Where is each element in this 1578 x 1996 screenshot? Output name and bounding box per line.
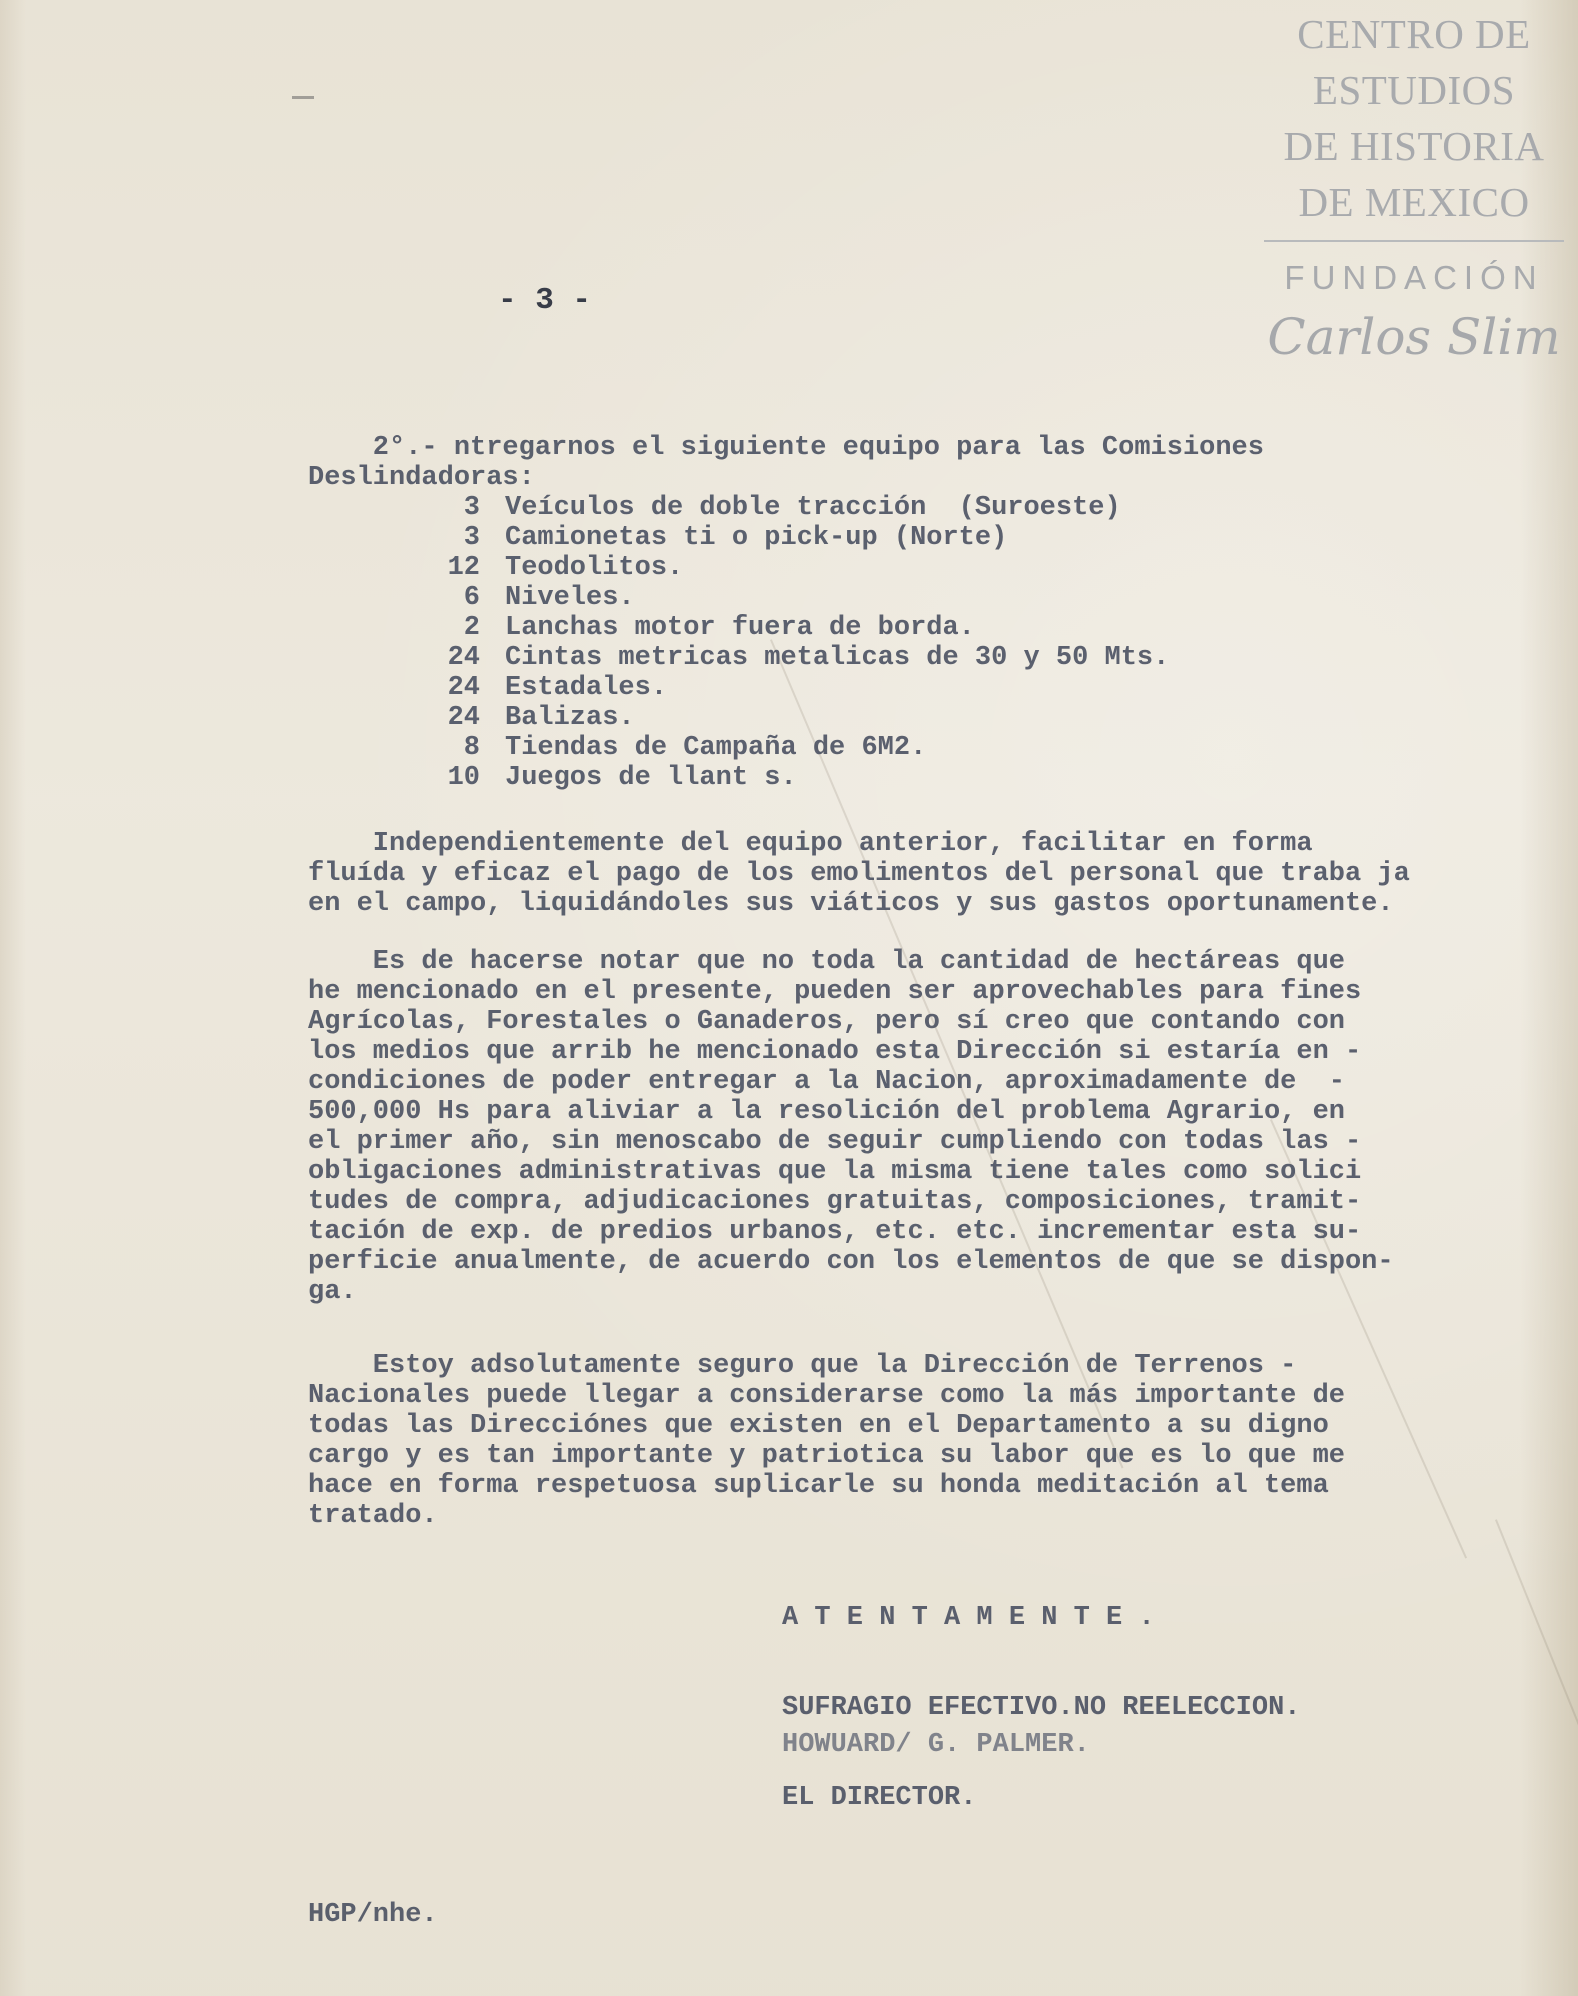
list-item	[395, 763, 1169, 793]
logo-line: CENTRO DE	[1297, 11, 1531, 57]
logo-line: ESTUDIOS	[1312, 67, 1516, 113]
ink-mark	[292, 96, 314, 99]
list-item	[395, 613, 1169, 643]
item-quantity: 12	[447, 553, 480, 583]
item-description: Tiendas de Campaña de 6M2.	[505, 733, 927, 763]
closing-title: EL DIRECTOR.	[782, 1783, 977, 1813]
item-quantity: 2	[463, 613, 480, 643]
item-quantity: 3	[463, 523, 480, 553]
item-description: Cintas metricas metalicas de 30 y 50 Mts.	[505, 643, 1170, 673]
item-quantity: 24	[447, 643, 480, 673]
closing-greeting: A T E N T A M E N T E .	[782, 1603, 1155, 1633]
list-item	[395, 643, 1169, 673]
list-item	[395, 523, 1169, 553]
body-paragraph-closing: Estoy adsolutamente seguro que la Dirección de Terrenos - Nacionales puede llegar a considerarse como la más importante de todas las Direcciónes que existen en el Departamento a su digno cargo y es tan importante y patriotica su labor que es lo que me hace en forma respetuosa suplicarle su honda meditación al tema tratado.	[308, 1351, 1345, 1531]
item-quantity: 3	[463, 493, 480, 523]
archive-watermark-logo	[1264, 6, 1564, 368]
body-paragraph-payments: Independientemente del equipo anterior, facilitar en forma fluída y eficaz el pago de los emolimentos del personal que traba ja en el campo, liquidándoles sus viáticos y sus gastos oportunamente.	[308, 829, 1410, 919]
intro-paragraph: 2°.- ntregarnos el siguiente equipo para las Comisiones Deslindadoras:	[308, 433, 1264, 493]
closing-block	[782, 1543, 1300, 1873]
logo-divider	[1264, 240, 1564, 242]
item-quantity: 24	[447, 703, 480, 733]
item-quantity: 6	[463, 583, 480, 613]
page-number: - 3 -	[498, 283, 592, 318]
item-quantity: 8	[463, 733, 480, 763]
logo-line: DE MEXICO	[1298, 179, 1530, 225]
item-description: Lanchas motor fuera de borda.	[505, 613, 975, 643]
equipment-list	[395, 493, 1169, 793]
list-item	[395, 673, 1169, 703]
list-item	[395, 493, 1169, 523]
paper-crease	[1495, 1519, 1578, 1826]
item-description: Balizas.	[505, 703, 635, 733]
logo-foundation: FUNDACIÓN	[1284, 259, 1544, 296]
list-item	[395, 703, 1169, 733]
item-description: Niveles.	[505, 583, 635, 613]
item-description: Camionetas ti o pick-up (Norte)	[505, 523, 1008, 553]
item-description: Juegos de llant s.	[505, 763, 797, 793]
item-description: Estadales.	[505, 673, 668, 703]
item-quantity: 10	[447, 763, 480, 793]
logo-line: DE HISTORIA	[1283, 123, 1545, 169]
signer-name: HOWUARD/ G. PALMER.	[782, 1730, 1090, 1760]
item-quantity: 24	[447, 673, 480, 703]
item-description: Teodolitos.	[505, 553, 684, 583]
item-description: Veículos de doble tracción (Suroeste)	[505, 493, 1121, 523]
reference-initials: HGP/nhe.	[308, 1900, 438, 1930]
closing-motto: SUFRAGIO EFECTIVO.NO REELECCION.	[782, 1693, 1301, 1723]
list-item	[395, 733, 1169, 763]
list-item	[395, 553, 1169, 583]
body-paragraph-hectares: Es de hacerse notar que no toda la cantidad de hectáreas que he mencionado en el presente, pueden ser aprovechables para fines Agrícolas, Forestales o Ganaderos, pero sí creo que contando con los medios que arrib he mencionado esta Dirección si estaría en - condiciones de poder entregar a la Nacion, aproximadamente de - 500,000 Hs para aliviar a la resolición del problema Agrario, en el primer año, sin menoscabo de seguir cumpliendo con todas las - obligaciones administrativas que la misma tiene tales como solici tudes de compra, adjudicaciones gratuitas, composiciones, tramit- tación de exp. de predios urbanos, etc. etc. incrementar esta su- perficie anualmente, de acuerdo con los elementos de que se dispon- ga.	[308, 947, 1394, 1307]
logo-signature: Carlos Slim	[1267, 308, 1561, 366]
list-item	[395, 583, 1169, 613]
